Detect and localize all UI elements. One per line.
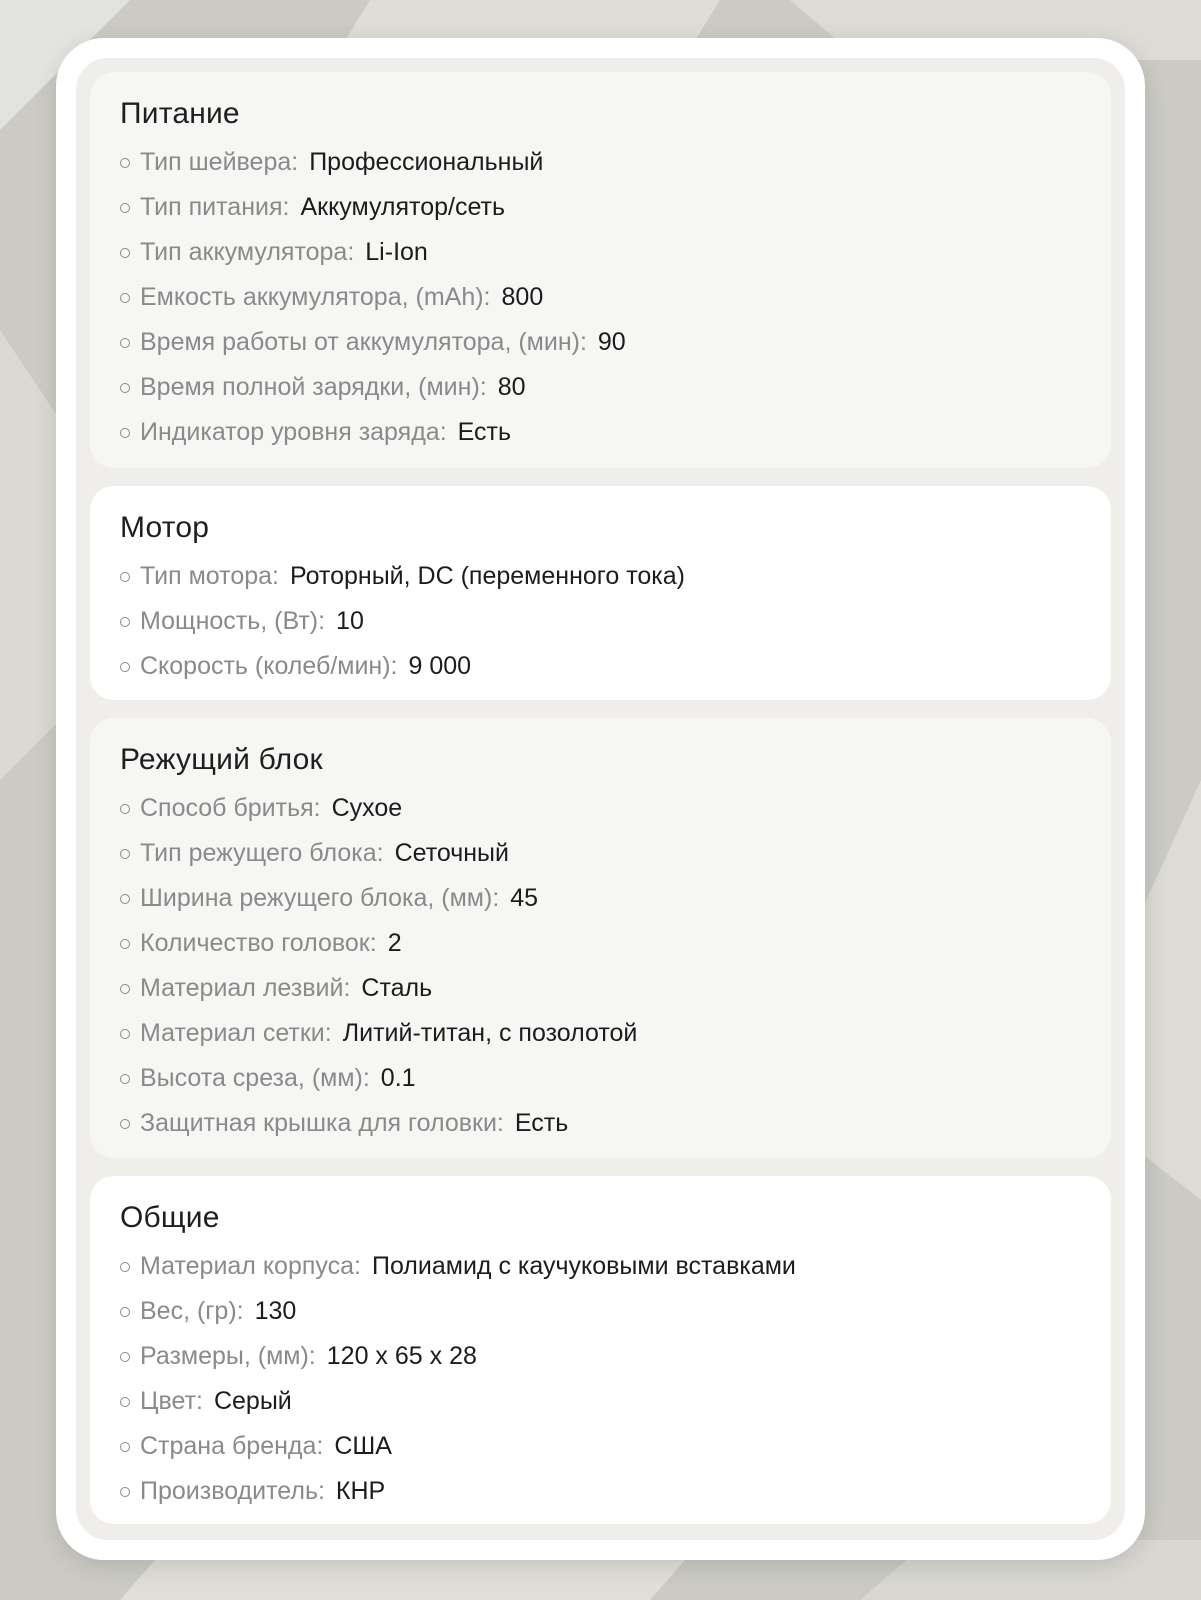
spec-row [120,554,1081,599]
spec-value: Профессиональный [309,148,544,176]
spec-value: Li-Ion [365,238,428,266]
spec-value: 10 [336,607,364,635]
spec-row [120,1056,1081,1101]
section-title: Режущий блок [120,743,323,776]
bullet-icon [120,1442,130,1452]
bullet-icon [120,248,130,258]
spec-row [120,410,1081,455]
spec-label: Тип аккумулятора: [140,238,355,266]
bullet-icon [120,1119,130,1129]
bullet-icon [120,894,130,904]
bullet-icon [120,1262,130,1272]
spec-label: Мощность, (Вт): [140,607,326,635]
spec-value: Роторный, DC (переменного тока) [290,562,685,590]
section-title: Мотор [120,511,210,544]
bullet-icon [120,572,130,582]
bullet-icon [120,203,130,213]
spec-row [120,831,1081,876]
bullet-icon [120,662,130,672]
bullet-icon [120,1397,130,1407]
bullet-icon [120,1487,130,1497]
bullet-icon [120,849,130,859]
section-title: Питание [120,97,240,130]
spec-label: Материал сетки: [140,1019,332,1047]
specs-card [56,38,1145,1560]
spec-row [120,966,1081,1011]
spec-label: Количество головок: [140,929,377,957]
bullet-icon [120,939,130,949]
spec-label: Вес, (гр): [140,1297,244,1325]
spec-label: Материал лезвий: [140,974,351,1002]
spec-label: Емкость аккумулятора, (mAh): [140,283,491,311]
spec-label: Способ бритья: [140,794,321,822]
spec-value: Есть [514,1109,569,1137]
spec-label: Высота среза, (мм): [140,1064,370,1092]
spec-label: Время работы от аккумулятора, (мин): [140,328,587,356]
spec-label: Размеры, (мм): [140,1342,316,1370]
bullet-icon [120,1029,130,1039]
spec-row [120,1424,1081,1469]
bullet-icon [120,383,130,393]
section-title: Общие [120,1201,220,1234]
spec-row [120,1379,1081,1424]
spec-value: 9 000 [408,652,472,680]
spec-value: 90 [597,328,626,356]
spec-label: Скорость (колеб/мин): [140,652,398,680]
spec-label: Защитная крышка для головки: [140,1109,504,1137]
section-cutting-block [90,718,1111,1158]
bullet-icon [120,338,130,348]
bullet-icon [120,1307,130,1317]
spec-value: США [334,1432,392,1460]
spec-row [120,365,1081,410]
bullet-icon [120,804,130,814]
spec-row [120,876,1081,921]
spec-label: Время полной зарядки, (мин): [140,373,487,401]
spec-value: Сеточный [394,839,509,867]
spec-value: Сталь [361,974,433,1002]
spec-row [120,921,1081,966]
spec-value: КНР [335,1477,386,1505]
spec-label: Тип питания: [140,193,290,221]
spec-value: 0.1 [380,1064,416,1092]
bullet-icon [120,984,130,994]
section-general [90,1176,1111,1524]
spec-value: Сухое [331,794,403,822]
spec-label: Ширина режущего блока, (мм): [140,884,500,912]
bullet-icon [120,1352,130,1362]
spec-row [120,1334,1081,1379]
spec-row [120,185,1081,230]
spec-label: Страна бренда: [140,1432,324,1460]
spec-value: Полиамид с каучуковыми вставками [371,1252,796,1280]
spec-value: 45 [510,884,539,912]
spec-row [120,1289,1081,1334]
spec-row [120,1011,1081,1056]
bullet-icon [120,1074,130,1084]
spec-label: Тип мотора: [140,562,279,590]
spec-label: Материал корпуса: [140,1252,361,1280]
section-motor [90,486,1111,700]
spec-row [120,599,1081,644]
spec-value: Есть [457,418,512,446]
bullet-icon [120,293,130,303]
spec-value: Аккумулятор/сеть [300,193,506,221]
spec-value: 130 [254,1297,297,1325]
bullet-icon [120,158,130,168]
spec-value: Серый [213,1387,292,1415]
spec-value: 120 x 65 x 28 [326,1342,477,1370]
bullet-icon [120,428,130,438]
spec-value: Литий-титан, с позолотой [342,1019,638,1047]
section-power [90,72,1111,468]
spec-row [120,320,1081,365]
spec-value: 2 [387,929,402,957]
spec-row [120,140,1081,185]
spec-label: Цвет: [140,1387,203,1415]
spec-row [120,1469,1081,1514]
spec-label: Тип режущего блока: [140,839,384,867]
spec-row [120,1244,1081,1289]
bullet-icon [120,617,130,627]
spec-row [120,230,1081,275]
spec-label: Индикатор уровня заряда: [140,418,447,446]
spec-row [120,786,1081,831]
spec-label: Производитель: [140,1477,325,1505]
spec-row [120,644,1081,689]
spec-value: 80 [497,373,526,401]
spec-row [120,1101,1081,1146]
spec-label: Тип шейвера: [140,148,299,176]
spec-value: 800 [501,283,544,311]
spec-row [120,275,1081,320]
